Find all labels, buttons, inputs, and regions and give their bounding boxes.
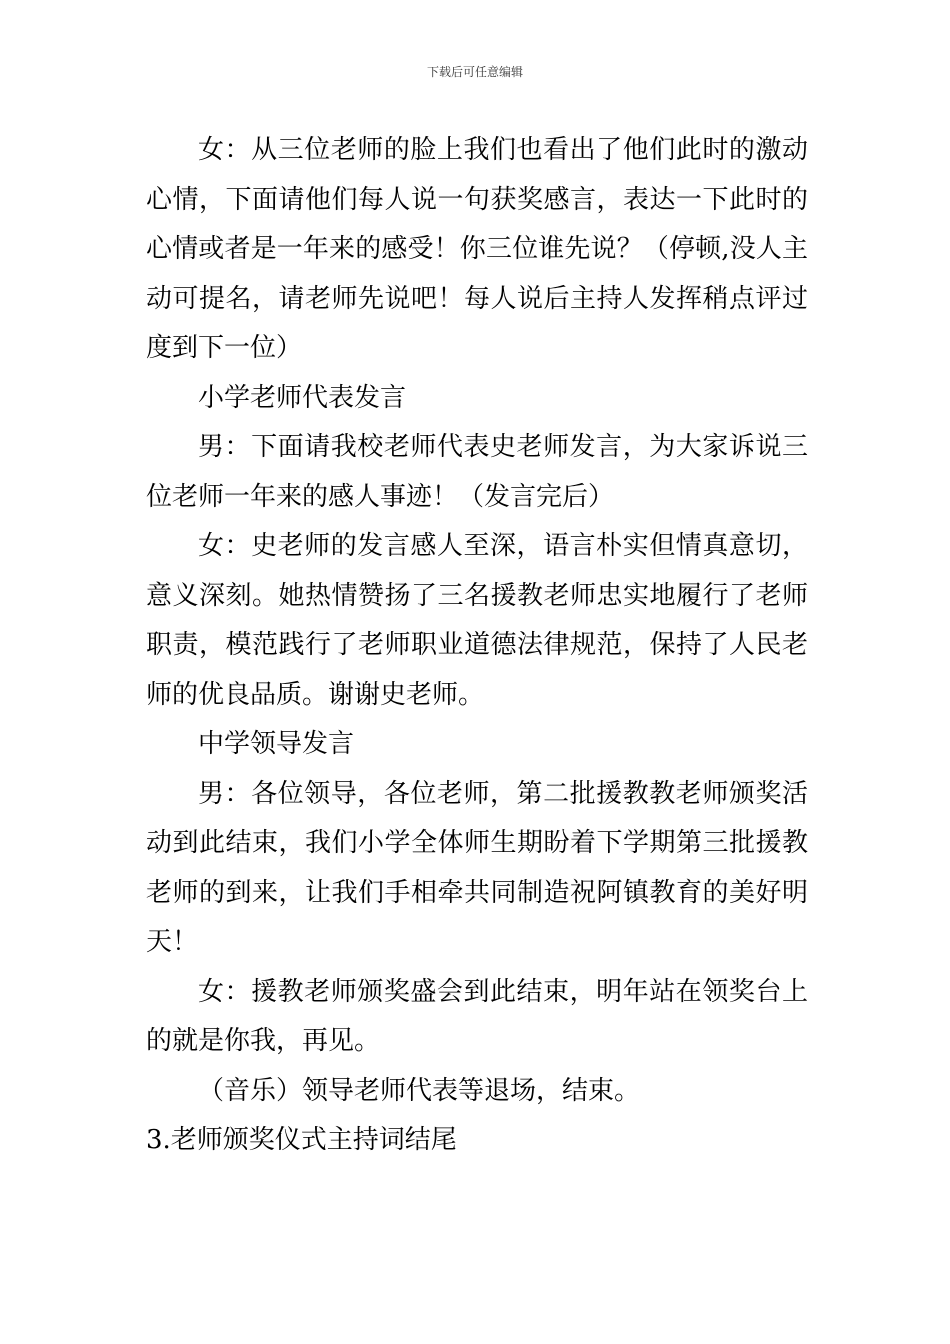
page-header: 下载后可任意编辑 [426,65,523,79]
paragraph-female-host-intro: 女：从三位老师的脸上我们也看出了他们此时的激动心情，下面请他们每人说一句获奖感言，表达一下此时的心情或者是一年来的感受！你三位谁先说？（停顿,没人主动可提名，请老师先说吧！每人说后主持人发挥稍点评过度到下一位） [146,135,808,363]
paragraph-stage-direction: （音乐）领导老师代表等退场，结束。 [198,1075,641,1106]
paragraph-male-host-closing: 男：各位领导，各位老师，第二批援教教老师颁奖活动到此结束，我们小学全体师生期盼着下学期第三批援教老师的到来，让我们手相牵共同制造祝阿镇教育的美好明天！ [146,778,808,957]
paragraph-female-host-closing: 女：援教老师颁奖盛会到此结束，明年站在领奖台上的就是你我，再见。 [146,976,808,1056]
paragraph-male-host-invite: 男：下面请我校老师代表史老师发言，为大家诉说三位老师一年来的感人事迹！（发言完后） [146,432,808,512]
section-heading: 3.老师颁奖仪式主持词结尾 [146,1125,457,1155]
paragraph-female-host-thanks: 女：史老师的发言感人至深，语言朴实但情真意切，意义深刻。她热情赞扬了三名援教老师忠实地履行了老师职责，模范践行了老师职业道德法律规范，保持了人民老师的优良品质。谢谢史老师。 [146,531,808,710]
section-label-middle-school-leader-speech: 中学领导发言 [198,729,355,759]
section-label-primary-teacher-speech: 小学老师代表发言 [198,382,407,413]
document-body [146,126,808,1166]
